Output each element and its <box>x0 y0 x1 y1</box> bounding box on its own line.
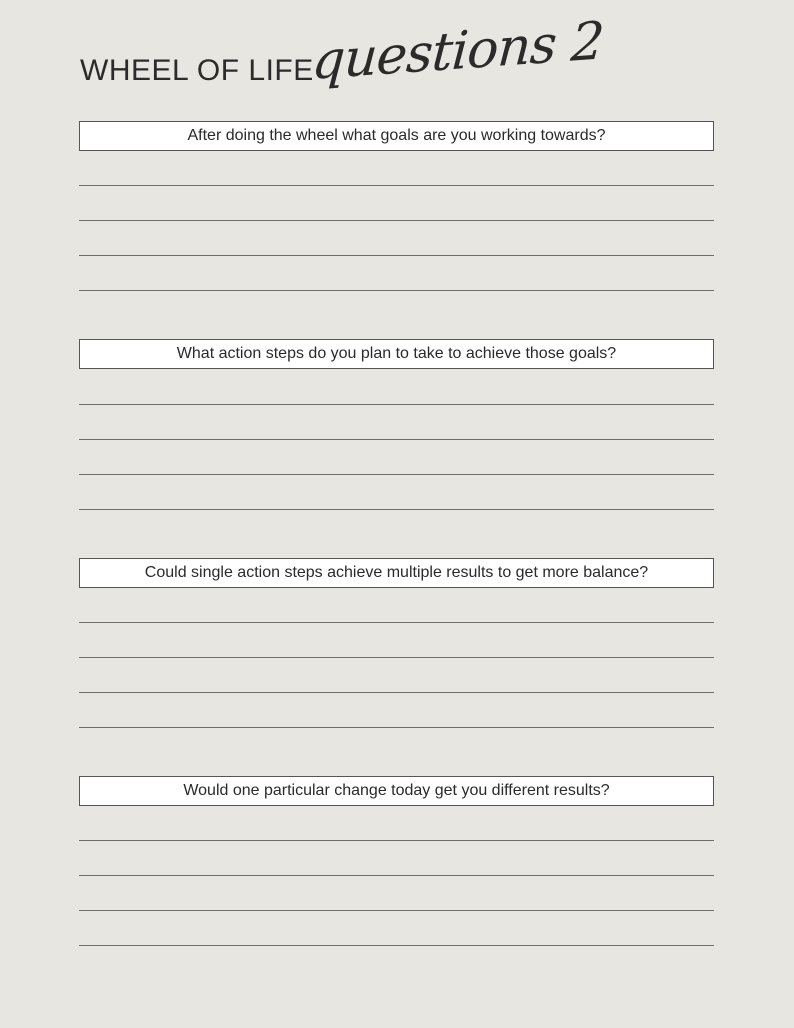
answer-line[interactable] <box>79 439 714 440</box>
question-label-3: Could single action steps achieve multiple results to get more balance? <box>79 558 714 588</box>
answer-line[interactable] <box>79 727 714 728</box>
answer-line[interactable] <box>79 910 714 911</box>
answer-line[interactable] <box>79 692 714 693</box>
question-section-3 <box>79 558 714 588</box>
answer-line[interactable] <box>79 945 714 946</box>
question-label-1: After doing the wheel what goals are you working towards? <box>79 121 714 151</box>
answer-line[interactable] <box>79 840 714 841</box>
page-header <box>80 11 720 120</box>
answer-line[interactable] <box>79 404 714 405</box>
question-section-1 <box>79 121 714 151</box>
page-title: WHEEL OF LIFE <box>80 54 314 87</box>
answer-line[interactable] <box>79 875 714 876</box>
answer-line[interactable] <box>79 509 714 510</box>
answer-line[interactable] <box>79 220 714 221</box>
answer-line[interactable] <box>79 255 714 256</box>
answer-line[interactable] <box>79 657 714 658</box>
question-section-4 <box>79 776 714 806</box>
answer-line[interactable] <box>79 185 714 186</box>
answer-line[interactable] <box>79 622 714 623</box>
question-label-4: Would one particular change today get you different results? <box>79 776 714 806</box>
answer-line[interactable] <box>79 474 714 475</box>
page-title-script: questions 2 <box>310 11 606 92</box>
question-section-2 <box>79 339 714 369</box>
question-label-2: What action steps do you plan to take to achieve those goals? <box>79 339 714 369</box>
answer-line[interactable] <box>79 290 714 291</box>
